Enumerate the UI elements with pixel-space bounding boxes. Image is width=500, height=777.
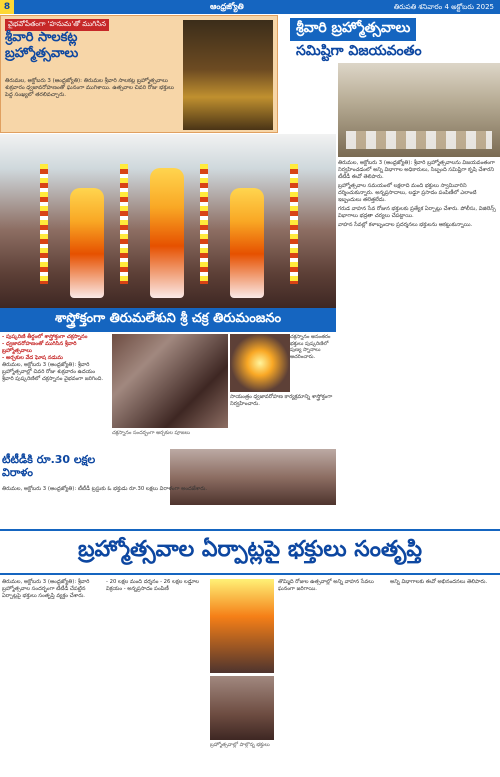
bullet: - ధ్వజావరోహణంతో ముగిసిన శ్రీవారి బ్రహ్మోత్సవాలు xyxy=(2,341,77,354)
story-kicker: వైభవోపేతంగా 'హనుమ'తో ముగిసిన xyxy=(5,19,109,31)
bullet: - అర్చకుల వేద ఘోష నడుమ xyxy=(2,355,63,361)
right-headline-2: సమిష్టిగా విజయవంతం xyxy=(296,43,422,59)
top-left-story xyxy=(0,15,278,133)
story-headline: శ్రీవారి సాలకట్ల బ్రహ్మోత్సవాలు xyxy=(5,30,79,61)
bullet: - పుష్కరిణి తీర్థంలో శాస్త్రోక్తంగా చక్రస్నానం xyxy=(2,334,88,340)
bottom-col-3: తొమ్మిది రోజుల ఉత్సవాల్లో అన్ని వాహన సేవలు ఘనంగా జరిగాయి. xyxy=(278,579,374,592)
chakra-photo xyxy=(230,334,290,392)
right-story-text xyxy=(338,160,498,231)
story-text: తిరుమల, అక్టోబరు 3 (ఆంధ్రజ్యోతి): తిరుమల శ్రీవారి సాలకట్ల బ్రహ్మోత్సవాలు శుక్రవారం ధ్వజావరోహణంతో ఘనంగా ముగిశాయి. ఉత్సవాల చివరి రోజు భక్తులు పెద్ద సంఖ్యలో తరలివచ్చారు. xyxy=(5,78,174,98)
photo-caption: బ్రహ్మోత్సవాల్లో పాల్గొన్న భక్తులు xyxy=(210,742,270,748)
ttd-headline: టీటీడీకి రూ.30 లక్షల విరాళం xyxy=(2,453,96,479)
right-story-heading xyxy=(282,15,500,63)
paragraph: బ్రహ్మోత్సవాల సమయంలో లక్షలాది మంది భక్తులు స్వామివారిని దర్శించుకున్నారు. అన్నప్రసాదాలు, లడ్డూ ప్రసాదం పంపిణీలో ఎలాంటి ఇబ్బందులు తలెత్తలేదు. xyxy=(338,183,477,203)
priests-photo xyxy=(112,334,228,428)
page-number: 8 xyxy=(0,0,14,14)
page-date: తిరుపతి శనివారం 4 అక్టోబరు 2025 xyxy=(393,3,494,11)
temple-photo xyxy=(183,20,273,130)
middle-story-text xyxy=(0,334,110,383)
paragraph: తిరుమల, అక్టోబరు 3 (ఆంధ్రజ్యోతి): శ్రీవారి బ్రహ్మోత్సవాల్లో చివరి రోజు శుక్రవారం ఉదయం శ్రీవారి పుష్కరిణిలో చక్రస్నానం వైభవంగా జరిగింది. xyxy=(2,362,104,382)
bottom-col-1: తిరుమల, అక్టోబరు 3 (ఆంధ్రజ్యోతి): శ్రీవారి బ్రహ్మోత్సవాల సందర్భంగా టీటీడీ చేపట్టిన ఏర్పాట్లపై భక్తులు సంతృప్తి వ్యక్తం చేశారు. xyxy=(2,579,90,599)
bottom-col-4: అన్ని విభాగాలకు ఈవో అభినందనలు తెలిపారు. xyxy=(390,579,488,585)
right-headline-1: శ్రీవారి బ్రహ్మోత్సవాలు xyxy=(290,18,416,41)
photo-caption: చక్రస్నానం సందర్భంగా అర్చకుల పూజలు xyxy=(112,430,190,436)
middle-story-text-2: సాయంత్రం ధ్వజావరోహణ కార్యక్రమాన్ని శాస్త్రోక్తంగా నిర్వహించారు. xyxy=(230,394,333,407)
page-header xyxy=(0,0,500,14)
paragraph: గరుడ వాహన సేవ రోజున భక్తులకు ప్రత్యేక ఏర్పాట్లు చేశారు. పోలీసు, విజిలెన్స్ విభాగాలు భద్రతా చర్యలు చేపట్టాయి. xyxy=(338,206,496,219)
bottom-col-2: - 20 లక్షల మంది దర్శనం - 26 లక్షల లడ్డూల విక్రయం - అన్నప్రసాదం పంపిణీ xyxy=(106,579,200,592)
bottom-headline: బ్రహ్మోత్సవాల ఏర్పాట్లపై భక్తులు సంతృప్తి xyxy=(0,529,500,575)
deity-procession-photo xyxy=(0,134,336,308)
center-banner: శాస్త్రోక్తంగా తిరుమలేశుని శ్రీ చక్ర తిరుమంజనం xyxy=(0,308,336,332)
meeting-photo xyxy=(338,63,500,157)
paragraph: వాహన సేవల్లో కళాబృందాల ప్రదర్శనలు భక్తులను ఆకట్టుకున్నాయి. xyxy=(338,222,473,228)
paper-name: ఆంధ్రజ్యోతి xyxy=(210,2,244,11)
side-text: చక్రస్నానం అనంతరం భక్తులు పుష్కరిణిలో పుణ్య స్నానాలు ఆచరించారు. xyxy=(290,334,331,360)
deity-photo xyxy=(210,579,274,673)
ttd-story-text: తిరుమల, అక్టోబరు 3 (ఆంధ్రజ్యోతి): టీటీడీ ట్రస్టుకు ఓ భక్తుడు రూ.30 లక్షలు విరాళంగా అందజేశారు. xyxy=(2,486,207,492)
donation-photo xyxy=(170,449,336,505)
official-photo xyxy=(210,676,274,740)
paragraph: తిరుమల, అక్టోబరు 3 (ఆంధ్రజ్యోతి): శ్రీవారి బ్రహ్మోత్సవాలను విజయవంతంగా నిర్వహించడంలో అన్ని విభాగాల అధికారులు, సిబ్బంది సమిష్టిగా కృషి చేశారని టీటీడీ ఈవో తెలిపారు. xyxy=(338,160,495,180)
